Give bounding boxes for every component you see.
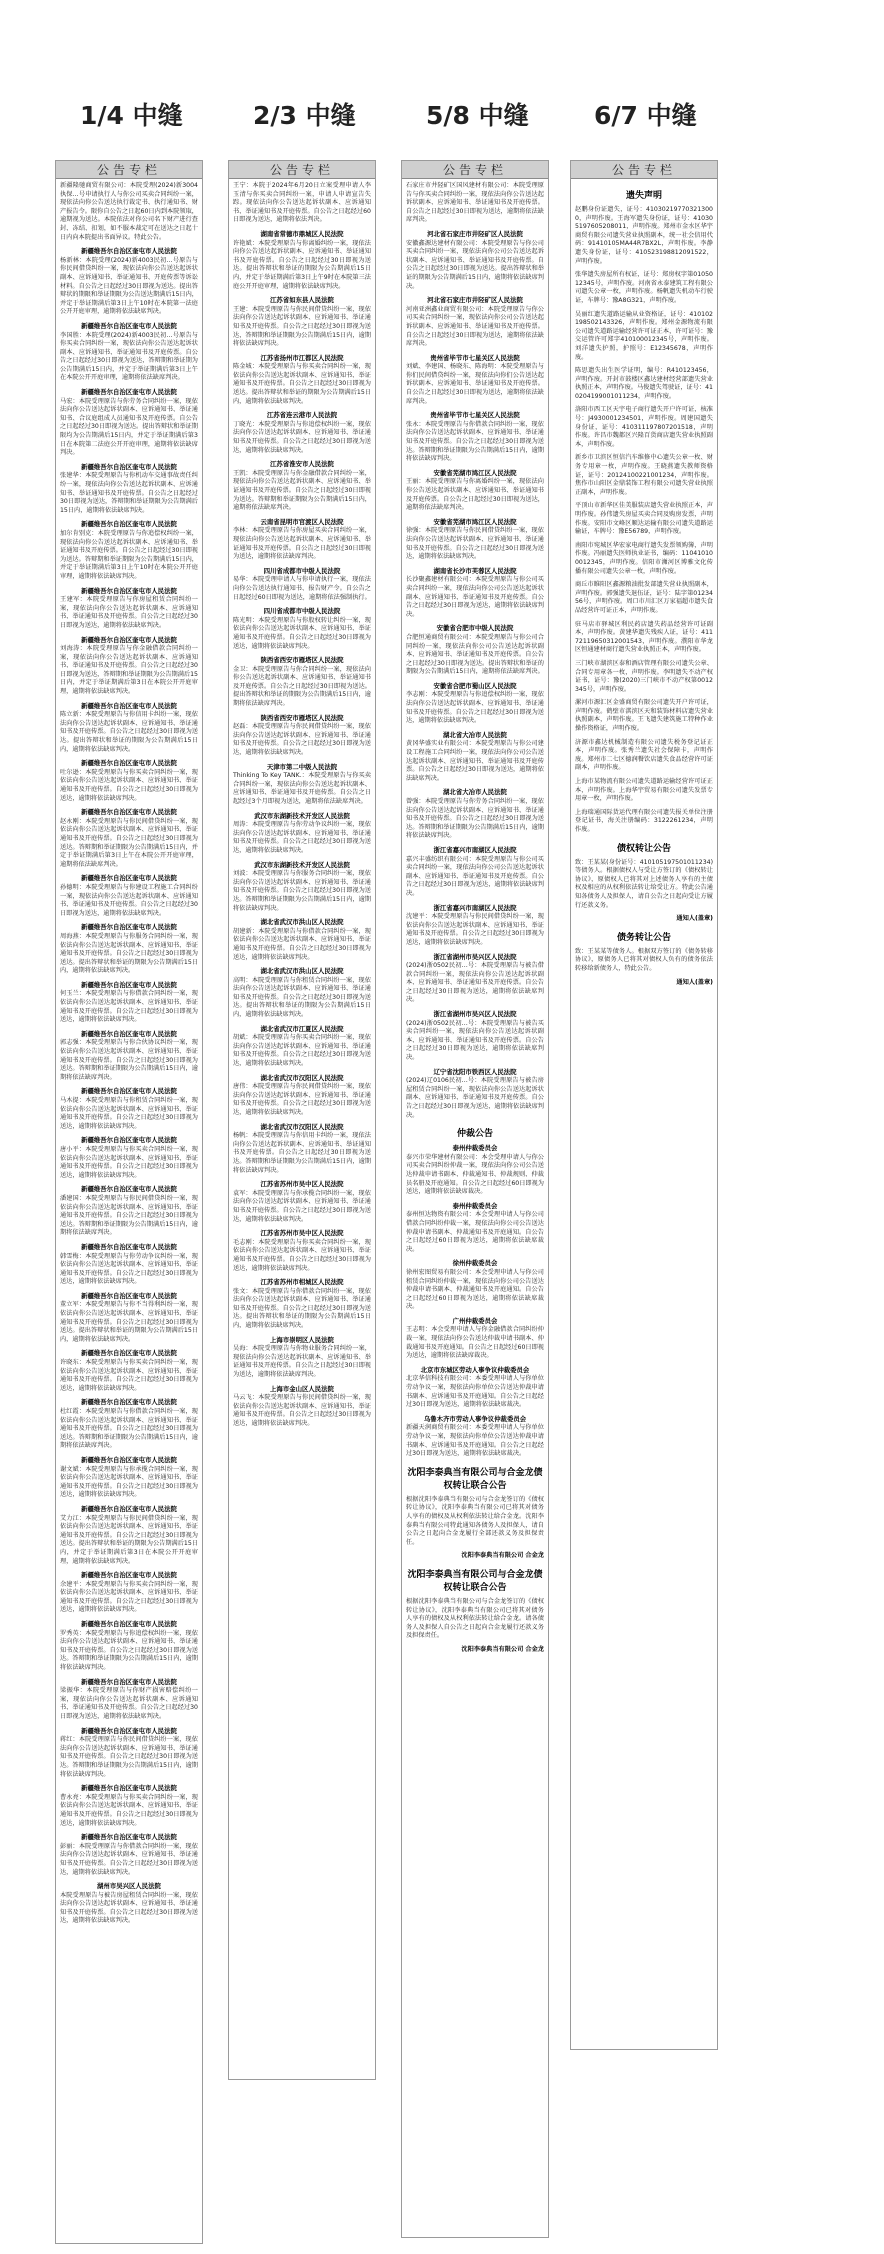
notice-item <box>406 1415 544 1459</box>
notice-text: 韩雪梅：本院受理原告与你劳动争议纠纷一案，现依法向你公告送达起诉状副本、应诉通知书、举证通知书及开庭传票。自公告之日起经过30日即视为送达，逾期将依法缺席判决。 <box>60 1252 198 1286</box>
notice-heading: 新疆维吾尔自治区奎屯市人民法院 <box>81 1291 177 1300</box>
notice-text: 张永：本院受理原告与你借款合同纠纷一案，现依法向你公告送达起诉状副本、应诉通知书、举证通知书及开庭传票。自公告之日起经过30日即视为送达。答辩期和举证期限为公告期满后15日内，逾期将依法缺席判决。 <box>406 420 544 463</box>
notice-heading: 安徽省合肥市蜀山区人民法院 <box>433 681 517 690</box>
notice-item <box>233 1278 371 1331</box>
notice-heading: 广州仲裁委员会 <box>452 1316 498 1325</box>
notice-item <box>60 1882 198 1926</box>
notice-text: 杨新林：本院受理(2024)新4003民初…号原告与你民间借贷纠纷一案，现依法向你公告送达起诉状副本、应诉通知书、举证通知书、开庭传票等诉讼材料。自公告之日起经过30日即视为送达。提出答辩状的期限和举证期限为公告送达期满后15日内，并定于举证期满后第3日上午10时在本院第一法庭公开开庭审理，逾期将依法缺席判决。 <box>60 256 198 316</box>
notice-item <box>406 567 544 620</box>
notice-item <box>60 923 198 976</box>
notice-heading: 新疆维吾尔自治区奎屯市人民法院 <box>81 808 177 817</box>
notice-text: 王凯：本院受理原告与你金融借款合同纠纷一案，现依法向你公告送达起诉状副本、应诉通知书、举证通知书及开庭传票。自公告之日起经过30日即视为送达。答辩期和举证期限为公告期满后15日内，逾期将依法缺席判决。 <box>233 469 371 512</box>
notice-text: 赵鹏身份证遗失，证号：410302197703213000，声明作废。王海军遗失身份证，证号：410305197605208011，声明作废。郑州市金水区华宇商贸有限公司遗失营业执照副本，统一社会信用代码：91410105MA44R7BX2L，声明作废。李静遗失身份证，证号：410523198812091522，声明作废。 <box>575 206 713 265</box>
notice-item <box>60 1349 198 1393</box>
notice-heading: 泰州仲裁委员会 <box>452 1144 498 1153</box>
notice-text: 王宁：本院于2024年6月20日立案受理申请人李玉清与你买卖合同纠纷一案，申请人申请宣告失踪。现依法向你公告送达起诉状副本、应诉通知书、举证通知书及开庭传票。自公告之日起经过60日即视为送达，逾期将依法判决。 <box>233 182 371 224</box>
notice-heading: 新疆维吾尔自治区奎屯市人民法院 <box>81 1398 177 1407</box>
notice-item <box>575 621 713 655</box>
notice-item <box>60 808 198 869</box>
notice-heading: 新疆维吾尔自治区奎屯市人民法院 <box>81 520 177 529</box>
notice-text: 黄冈华盛实业有限公司：本院受理原告与你公司建设工程施工合同纠纷一案，现依法向你公司公告送达起诉状副本、应诉通知书、举证通知书及开庭传票。自公告之日起经过30日即视为送达，逾期将依法缺席判决。 <box>406 740 544 782</box>
notice-text: 曾强：本院受理原告与你劳务合同纠纷一案，现依法向你公告送达起诉状副本、应诉通知书、举证通知书及开庭传票。自公告之日起经过30日即视为送达。答辩期和举证期限为公告期满后15日内，逾期将依法缺席判决。 <box>406 798 544 840</box>
notice-text: 加尔肯别克：本院受理原告与你追偿权纠纷一案，现依法向你公告送达起诉状副本、应诉通知书、举证通知书及开庭传票。自公告之日起经过30日即视为送达。答辩期和举证期限为公告期满后15日内，并定于举证期满后第3日上午10时在本院公开开庭审理，逾期将依法缺席判决。 <box>60 529 198 580</box>
notice-item <box>406 904 544 948</box>
notice-item <box>406 230 544 291</box>
notice-item <box>233 1336 371 1380</box>
notice-item <box>575 660 713 694</box>
notice-item <box>233 1180 371 1224</box>
notice-heading: 浙江省湖州市吴兴区人民法院 <box>433 1010 517 1019</box>
notice-item <box>60 1030 198 1083</box>
notice-text: 胡斌：本院受理原告与你买卖合同纠纷一案，现依法向你公告送达起诉状副本、应诉通知书、举证通知书及开庭传票。自公告之日起经过30日即视为送达，逾期将依法缺席判决。 <box>233 1034 371 1068</box>
notice-signature: 通知人(盖章) <box>676 978 713 986</box>
notice-heading: 徐州仲裁委员会 <box>452 1259 498 1268</box>
notice-item <box>406 182 544 225</box>
section-title: 遗失声明 <box>625 191 662 201</box>
notice-item <box>60 1087 198 1131</box>
notice-item <box>233 1229 371 1273</box>
notice-item <box>233 460 371 513</box>
notice-column-4 <box>570 160 718 2050</box>
notice-item <box>233 182 371 225</box>
section-title: 沈阳李泰典当有限公司与合金龙债权转让联合公告 <box>407 1569 543 1593</box>
notice-heading: 武汉市东湖新技术开发区人民法院 <box>254 860 350 869</box>
notice-item <box>406 411 544 464</box>
notice-item <box>233 861 371 914</box>
notice-text: 陈立新：本院受理原告与你信用卡纠纷一案，现依法向你公告送达起诉状副本、应诉通知书、举证通知书及开庭传票。自公告之日起经过30日即视为送达。提出答辩状和举证的期限为公告期满后15日内，逾期将依法缺席判决。 <box>60 711 198 753</box>
notice-item <box>575 502 713 536</box>
notice-item <box>60 636 198 697</box>
notice-heading: 新疆维吾尔自治区奎屯市人民法院 <box>81 388 177 397</box>
notice-text: 济源市鑫达机械制造有限公司遗失税务登记证正本，声明作废。张秀兰遗失社会保障卡，声明作废。郑州市二七区德润餐饮店遗失食品经营许可证副本，声明作废。 <box>575 738 713 772</box>
notice-item <box>575 311 713 363</box>
gutter-label-4: 6/7 中缝 <box>594 101 697 130</box>
notice-item <box>406 953 544 1006</box>
notice-text: 董立军：本院受理原告与你不当得利纠纷一案，现依法向你公告送达起诉状副本、应诉通知书、举证通知书及开庭传票。自公告之日起经过30日即视为送达。提出答辩状和举证的期限为公告期满后15日内，逾期将依法缺席判决。 <box>60 1301 198 1343</box>
notice-text: 许艳斌：本院受理原告与你离婚纠纷一案，现依法向你公告送达起诉状副本、应诉通知书、举证通知书及开庭传票。自公告之日起经过30日即视为送达。提出答辩状和举证的期限为公告期满后15日内，并定于举证期满后第3日上午9时在本院第三法庭公开开庭审理，逾期将依法缺席判决。 <box>233 239 371 290</box>
notice-heading: 新疆维吾尔自治区奎屯市人民法院 <box>81 1726 177 1735</box>
notice-text: 孙德明：本院受理原告与你建设工程施工合同纠纷一案，现依法向你公告送达起诉状副本、应诉通知书、举证通知书及开庭传票。自公告之日起经过30日即视为送达，逾期将依法缺席判决。 <box>60 883 198 917</box>
notice-item <box>60 1456 198 1500</box>
notice-heading: 湖北省武汉市洪山区人民法院 <box>260 967 344 976</box>
notice-text: 何玉兰：本院受理原告与你借款合同纠纷一案，现依法向你公告送达起诉状副本、应诉通知书、举证通知书及开庭传票。自公告之日起经过30日即视为送达，逾期将依法缺席判决。 <box>60 990 198 1024</box>
notice-text: 高明：本院受理原告与你租赁合同纠纷一案，现依法向你公告送达起诉状副本、应诉通知书、举证通知书及开庭传票。自公告之日起经过30日即视为送达。提出答辩状和举证的期限为公告期满后15日内，逾期将依法缺席判决。 <box>233 976 371 1019</box>
notice-heading: 上海市金山区人民法院 <box>270 1384 334 1393</box>
notice-heading: 新疆维吾尔自治区奎屯市人民法院 <box>81 980 177 989</box>
notice-text: (2024)辽0106民初…号：本院受理原告与被告房屋租赁合同纠纷一案，现依法向你公告送达起诉状副本、应诉通知书、举证通知书及开庭传票。自公告之日起经过30日即视为送达，逾期将依法缺席判决。 <box>406 1077 544 1119</box>
notice-text: 杜红霞：本院受理原告与你借款合同纠纷一案，现依法向你公告送达起诉状副本、应诉通知书、举证通知书及开庭传票。自公告之日起经过30日即视为送达。答辩期和举证期限为公告期满后15日内，逾期将依法缺席判决。 <box>60 1408 198 1450</box>
column-header: 公告专栏 <box>56 161 202 179</box>
notice-text: 三门峡市湖滨区泰和酒店管理有限公司遗失公章、合同专用章各一枚，声明作废。李明遗失不动产权证书，证号：豫(2020)三门峡市不动产权第0012345号，声明作废。 <box>575 659 713 693</box>
notice-item <box>60 1678 198 1722</box>
notice-heading: 贵州省毕节市七星关区人民法院 <box>430 353 520 362</box>
notice-heading: 北京市东城区劳动人事争议仲裁委员会 <box>420 1365 530 1374</box>
gutter-label-3: 5/8 中缝 <box>426 101 529 130</box>
notice-heading: 浙江省嘉兴市南湖区人民法院 <box>433 845 517 854</box>
notice-text: 石家庄市井陉矿区国风建材有限公司：本院受理原告与你买卖合同纠纷一案，现依法向你公告送达起诉状副本、应诉通知书、举证通知书及开庭传票。自公告之日起经过30日即视为送达，逾期将依法缺席判决。 <box>406 182 544 224</box>
notice-text: 河南亚洲鑫业商贸有限公司：本院受理原告与你公司买卖合同纠纷一案，现依法向你公司公告送达起诉状副本、应诉通知书、举证通知书及开庭传票。自公告之日起经过30日即视为送达，逾期将依法缺席判决。 <box>406 305 544 348</box>
notice-item <box>406 1259 544 1312</box>
gutter-label-1: 1/4 中缝 <box>80 101 183 130</box>
notice-text: 根据沈阳李泰典当有限公司与合金龙签订的《债权转让协议》，沈阳李泰典当有限公司已将其对债务人享有的债权及从权利依法转让给合金龙。沈阳李泰典当有限公司特此通知各债务人及担保人，请自公告之日起向合金龙履行全部还款义务及担保责任。 <box>406 1495 544 1546</box>
notice-text: 漯河市源汇区金盛商贸有限公司遗失开户许可证，声明作废。鹤壁市淇滨区天和装饰材料店遗失营业执照副本，声明作废。王飞遗失建筑施工特种作业操作资格证，声明作废。 <box>575 699 713 733</box>
notice-text: 致：王某某(身份证号：410105197501011234)等债务人。根据债权人与受让方签订的《债权转让协议》，原债权人已将其对上述债务人享有的主债权及相应的从权利依法转让给受让方。特此公告通知各债务人及担保人，请自公告之日起向受让方履行还款义务。 <box>575 858 713 909</box>
column-body <box>571 179 717 991</box>
notice-heading: 新疆维吾尔自治区奎屯市人民法院 <box>81 321 177 330</box>
notice-heading: 湖北省大冶市人民法院 <box>443 788 507 797</box>
notice-item <box>233 518 371 562</box>
gutter-label-2: 2/3 中缝 <box>253 101 356 130</box>
notice-heading: 江苏省如东县人民法院 <box>270 296 334 305</box>
notice-heading: 安徽省芜湖市鸠江区人民法院 <box>433 468 517 477</box>
notice-item <box>406 682 544 726</box>
notice-heading: 新疆维吾尔自治区奎屯市人民法院 <box>81 701 177 710</box>
notice-text: 洛阳市西工区天宇电子商行遗失开户许可证，核准号：J4930001234501，声明作废。周建国遗失身份证，证号：410311197807201518，声明作废。许昌市魏都区兴隆百货商店遗失营业执照副本，声明作废。 <box>575 406 713 448</box>
notice-heading: 新疆维吾尔自治区奎屯市人民法院 <box>81 462 177 471</box>
notice-item <box>406 1317 544 1361</box>
notice-item <box>60 322 198 383</box>
notice-item <box>406 788 544 841</box>
notice-text: 郭志强：本院受理原告与你合伙协议纠纷一案，现依法向你公告送达起诉状副本、应诉通知书、举证通知书及开庭传票。自公告之日起经过30日即视为送达。答辩期和举证期限为公告期满后15日内，逾期将依法缺席判决。 <box>60 1039 198 1081</box>
notice-item <box>406 731 544 784</box>
notice-heading: 新疆维吾尔自治区奎屯市人民法院 <box>81 1784 177 1793</box>
notice-item <box>60 1727 198 1780</box>
notice-item <box>575 778 713 804</box>
notice-item <box>60 1185 198 1238</box>
notice-heading: 新疆维吾尔自治区奎屯市人民法院 <box>81 1029 177 1038</box>
notice-item <box>233 354 371 407</box>
notice-text: 驻马店市驿城区利民药店遗失药品经营许可证副本，声明作废。黄建华遗失残疾人证，证号：41172119650312001543，声明作废。濮阳市华龙区恒通建材商行遗失营业执照正本，声明作废。 <box>575 620 713 654</box>
notice-item <box>60 1784 198 1828</box>
notice-heading: 安徽省合肥市中级人民法院 <box>436 624 514 633</box>
section-title: 仲裁公告 <box>456 1129 493 1140</box>
notice-item <box>233 763 371 807</box>
notice-text: 嘉兴丰盛纺织有限公司：本院受理原告与你公司买卖合同纠纷一案，现依法向你公司公告送达起诉状副本、应诉通知书、举证通知书及开庭传票。自公告之日起经过30日即视为送达，逾期将依法缺席判决。 <box>406 855 544 897</box>
notice-text: 吴海：本院受理原告与你物业服务合同纠纷一案，现依法向你公告送达起诉状副本、应诉通知书、举证通知书及开庭传票。自公告之日起经过30日即视为送达，逾期将依法缺席判决。 <box>233 1345 371 1379</box>
notice-item <box>60 247 198 317</box>
notice-text: 刘海涛：本院受理原告与你金融借款合同纠纷一案，现依法向你公告送达起诉状副本、应诉通知书、举证通知书及开庭传票。自公告之日起经过30日即视为送达，答辩期和举证期限为公告期满后15日内，并定于举证期满后第3日在本院公开开庭审理，逾期将依法缺席判决。 <box>60 645 198 696</box>
notice-heading: 四川省成都市中级人民法院 <box>263 607 341 616</box>
notice-item <box>60 759 198 803</box>
notice-item <box>60 702 198 755</box>
notice-item <box>233 230 371 291</box>
notice-item <box>233 411 371 455</box>
notice-heading: 湖北省武汉市汉阳区人民法院 <box>260 1073 344 1082</box>
notice-text: 彭丽：本院受理原告与你借款合同纠纷一案，现依法向你公告送达起诉状副本、应诉通知书、举证通知书及开庭传票。自公告之日起经过30日即视为送达，逾期将依法缺席判决。 <box>60 1842 198 1876</box>
notice-heading: 新疆维吾尔自治区奎屯市人民法院 <box>81 247 177 256</box>
notice-heading: 湖北省大冶市人民法院 <box>443 730 507 739</box>
notice-item <box>60 1292 198 1345</box>
notice-heading: 江苏省淮安市人民法院 <box>270 460 334 469</box>
notice-item <box>233 1123 371 1176</box>
notice-item <box>575 367 713 401</box>
notice-heading: 新疆维吾尔自治区奎屯市人民法院 <box>81 586 177 595</box>
notice-heading: 湖北省武汉市洪山区人民法院 <box>260 918 344 927</box>
notice-item <box>60 388 198 458</box>
notice-text: (2024)浙0502民初…号：本院受理原告与被告买卖合同纠纷一案，现依法向你公告送达起诉状副本、应诉通知书、举证通知书及开庭传票。自公告之日起经过30日即视为送达，逾期将依法缺席判决。 <box>406 1019 544 1062</box>
section-title: 债权转让公告 <box>616 843 671 854</box>
notice-text: 徐强：本院受理原告与你民间借贷纠纷一案，现依法向你公告送达起诉状副本、应诉通知书、举证通知书及开庭传票。自公告之日起经过30日即视为送达，逾期将依法缺席判决。 <box>406 527 544 561</box>
notice-text: 毛志刚：本院受理原告与你买卖合同纠纷一案，现依法向你公告送达起诉状副本、应诉通知书、举证通知书及开庭传票。自公告之日起经过30日即视为送达，逾期将依法缺席判决。 <box>233 1238 371 1272</box>
notice-item <box>406 1010 544 1063</box>
notice-heading: 上海市崇明区人民法院 <box>270 1335 334 1344</box>
notice-text: 唐伟：本院受理原告与你民间借贷纠纷一案，现依法向你公告送达起诉状副本、应诉通知书、举证通知书及开庭传票。自公告之日起经过30日即视为送达，逾期将依法缺席判决。 <box>233 1083 371 1116</box>
notice-text: 梁振华：本院受理原告与你财产损害赔偿纠纷一案，现依法向你公告送达起诉状副本、应诉通知书、举证通知书及开庭传票。自公告之日起经过30日即视为送达，逾期将依法缺席判决。 <box>60 1687 198 1720</box>
notice-item <box>575 739 713 773</box>
notice-text: 新疆天润商贸有限公司：本委受理申请人与你单位劳动争议一案，现依法向你单位公告送达仲裁申请书副本、应诉通知书及开庭通知。自公告之日起经过30日即视为送达，逾期将依法缺席裁决。 <box>406 1424 544 1458</box>
notice-text: 根据沈阳李泰典当有限公司与合金龙签订的《债权转让协议》，沈阳李泰典当有限公司已将其对债务人享有的债权及从权利依法转让给合金龙。请各债务人及担保人自公告之日起向合金龙履行还款义务及担保责任。 <box>406 1597 544 1640</box>
notice-text: 沈建平：本院受理原告与你民间借贷纠纷一案，现依法向你公告送达起诉状副本、应诉通知书、举证通知书及开庭传票。自公告之日起经过30日即视为送达，逾期将依法缺席判决。 <box>406 913 544 946</box>
notice-item <box>575 948 713 974</box>
column-body <box>56 179 202 1935</box>
notice-text: 赵永刚：本院受理原告与你民间借贷纠纷一案，现依法向你公告送达起诉状副本、应诉通知书、举证通知书及开庭传票。自公告之日起经过30日即视为送达。答辩期和举证期限为公告期满后15日内，并定于举证期满后第3日上午在本院公开开庭审理，逾期将依法缺席判决。 <box>60 817 198 868</box>
notice-item <box>406 1068 544 1121</box>
notice-heading: 新疆维吾尔自治区奎屯市人民法院 <box>81 1455 177 1464</box>
notice-item <box>406 1144 544 1197</box>
notice-heading: 新疆维吾尔自治区奎屯市人民法院 <box>81 1677 177 1686</box>
notice-text: 杨帆：本院受理原告与你信用卡纠纷一案，现依法向你公告送达起诉状副本、应诉通知书、举证通知书及开庭传票。自公告之日起经过30日即视为送达。答辩期和举证期限为公告期满后15日内，逾期将依法缺席判决。 <box>233 1132 371 1174</box>
notice-item <box>406 469 544 513</box>
notice-heading: 江苏省苏州市相城区人民法院 <box>260 1278 344 1287</box>
notice-text: 李国胜：本院受理(2024)新4003民初…号原告与你买卖合同纠纷一案，现依法向你公告送达起诉状副本、应诉通知书、举证通知书及开庭传票。自公告之日起经过30日即视为送达，答辩期和举证期为公告期满后15日内，并定于举证期满后第3日上午在本院公开开庭审理，逾期将依法缺席判决。 <box>60 331 198 382</box>
notice-text: 许晓东：本院受理原告与你买卖合同纠纷一案，现依法向你公告送达起诉状副本、应诉通知书、举证通知书及开庭传票。自公告之日起经过30日即视为送达，逾期将依法缺席判决。 <box>60 1359 198 1392</box>
notice-heading: 江苏省扬州市江都区人民法院 <box>260 353 344 362</box>
notice-heading: 新疆维吾尔自治区奎屯市人民法院 <box>81 759 177 768</box>
notice-heading: 江苏省连云港市人民法院 <box>266 411 338 420</box>
notice-text: 马木提：本院受理原告与你租赁合同纠纷一案，现依法向你公告送达起诉状副本、应诉通知书、举证通知书及开庭传票。自公告之日起经过30日即视为送达，逾期将依法缺席判决。 <box>60 1097 198 1130</box>
notice-item <box>233 967 371 1020</box>
notice-text: 吴丽红遗失道路运输从业资格证，证号：410102198502143326，声明作废。郑州金源物流有限公司遗失道路运输经营许可证正本，许可证号：豫交运管许可郑字410100012345号，声明作废。刘洋遗失护照，护照号：E12345678，声明作废。 <box>575 310 713 361</box>
notice-item <box>406 1598 544 1641</box>
notice-text: 南阳市宛城区华宏家电商行遗失发票领购簿，声明作废。冯丽遗失医师执业证书，编码：110410100012345，声明作废。信阳市浉河区博雅文化传播有限公司遗失公章一枚，声明作废。 <box>575 541 713 575</box>
notice-text: 吐尔逊：本院受理原告与你买卖合同纠纷一案，现依法向你公告送达起诉状副本、应诉通知书、举证通知书及开庭传票。自公告之日起经过30日即视为送达，逾期将依法缺席判决。 <box>60 768 198 802</box>
notice-text: 金卫：本院受理原告与你合同纠纷一案，现依法向你公告送达起诉状副本、应诉通知书、举证通知书及开庭传票。自公告之日起经过30日即视为送达。提出答辩状和举证的期限为公告期满后15日内，逾期将依法缺席判决。 <box>233 665 371 708</box>
notice-heading: 新疆维吾尔自治区奎屯市人民法院 <box>81 1571 177 1580</box>
notice-heading: 天津市第二中级人民法院 <box>266 762 338 771</box>
notice-text: 长沙聚鑫建材有限公司：本院受理原告与你公司买卖合同纠纷一案，现依法向你公司公告送达起诉状副本、应诉通知书、举证通知书及开庭传票。自公告之日起经过30日即视为送达，逾期将依法缺席判决。 <box>406 576 544 618</box>
notice-text: 袁军：本院受理原告与你承揽合同纠纷一案，现依法向你公告送达起诉状副本、应诉通知书、举证通知书及开庭传票。自公告之日起经过30日即视为送达，逾期将依法缺席判决。 <box>233 1189 371 1223</box>
notice-text: 马云飞：本院受理原告与你民间借贷纠纷一案，现依法向你公告送达起诉状副本、应诉通知书、举证通知书及开庭传票。自公告之日起经过30日即视为送达，逾期将依法缺席判决。 <box>233 1394 371 1427</box>
notice-text: 张文：本院受理原告与你借款合同纠纷一案，现依法向你公告送达起诉状副本、应诉通知书、举证通知书及开庭传票。自公告之日起经过30日即视为送达。提出答辩状和举证的期限为公告期满后15日内，逾期将依法缺席判决。 <box>233 1287 371 1330</box>
notice-text: 易华：本院受理申请人与你申请执行一案，现依法向你公告送达执行通知书、报告财产令。自公告之日起经过60日即视为送达，逾期将依法强制执行。 <box>233 576 371 601</box>
notice-item <box>406 624 544 677</box>
column-body <box>229 179 375 1438</box>
notice-heading: 新疆维吾尔自治区奎屯市人民法院 <box>81 1620 177 1629</box>
notice-text: 马宏：本院受理原告与你劳务合同纠纷一案，现依法向你公告送达起诉状副本、应诉通知书、举证通知书、合议庭组成人员通知书及开庭传票。自公告之日起经过30日即视为送达。提出答辩状和举证期限均为公告期满后15日内，并定于举证期满后第3日在本院第二法庭公开开庭审理，逾期将依法缺席判决。 <box>60 397 198 457</box>
notice-item <box>60 1571 198 1615</box>
notice-text: 余建平：本院受理原告与你买卖合同纠纷一案，现依法向你公告送达起诉状副本、应诉通知书、举证通知书及开庭传票。自公告之日起经过30日即视为送达，逾期将依法缺席判决。 <box>60 1580 198 1614</box>
notice-item <box>233 812 371 856</box>
notice-heading: 江苏省苏州市吴中区人民法院 <box>260 1229 344 1238</box>
notice-heading: 湖南省长沙市芙蓉区人民法院 <box>433 566 517 575</box>
notice-item <box>60 1136 198 1180</box>
column-body <box>402 179 548 1659</box>
notice-text: 本院受理原告与被告房屋租赁合同纠纷一案，现依法向你公告送达起诉状副本、应诉通知书、举证通知书及开庭传票。自公告之日起经过30日即视为送达，逾期将依法缺席判决。 <box>60 1891 198 1925</box>
notice-heading: 湖南省常德市鼎城区人民法院 <box>260 229 344 238</box>
notice-item <box>60 981 198 1025</box>
notice-heading: 四川省成都市中级人民法院 <box>263 566 341 575</box>
notice-item <box>60 520 198 581</box>
notice-item <box>575 406 713 449</box>
notice-heading: 湖北省武汉市江夏区人民法院 <box>260 1024 344 1033</box>
notice-item <box>60 1833 198 1877</box>
notice-text: 赵磊：本院受理原告与你民间借贷纠纷一案，现依法向你公告送达起诉状副本、应诉通知书、举证通知书及开庭传票。自公告之日起经过30日即视为送达，逾期将依法缺席判决。 <box>233 723 371 757</box>
notice-item <box>233 567 371 602</box>
notice-text: 丁晓光：本院受理原告与你追偿权纠纷一案，现依法向你公告送达起诉状副本、应诉通知书、举证通知书及开庭传票。自公告之日起经过30日即视为送达，逾期将依法缺席判决。 <box>233 420 371 454</box>
notice-text: 上海瑞通国际货运代理有限公司遗失报关单位注册登记证书，海关注册编码：3122261234，声明作废。 <box>575 808 713 833</box>
notice-text: 上海市某物流有限公司遗失道路运输经营许可证正本，声明作废。上海华宇贸易有限公司遗失发票专用章一枚，声明作废。 <box>575 778 713 803</box>
notice-heading: 新疆维吾尔自治区奎屯市人民法院 <box>81 1833 177 1842</box>
notice-heading: 江苏省苏州市吴中区人民法院 <box>260 1180 344 1189</box>
notice-heading: 新疆维吾尔自治区奎屯市人民法院 <box>81 635 177 644</box>
notice-heading: 湖北省武汉市汉阳区人民法院 <box>260 1122 344 1131</box>
notice-signature: 沈阳李泰典当有限公司 合金龙 <box>461 1552 544 1560</box>
notice-text: 罗秀英：本院受理原告与你追偿权纠纷一案，现依法向你公告送达起诉状副本、应诉通知书、举证通知书及开庭传票。自公告之日起经过30日即视为送达。答辩期和举证期限为公告期满后15日内，逾期将依法缺席判决。 <box>60 1629 198 1672</box>
notice-text: 致：王某某等债务人。根据双方签订的《债务转移协议》，原债务人已将其对债权人负有的债务依法转移给新债务人，特此公告。 <box>575 947 713 972</box>
notice-heading: 新疆维吾尔自治区奎屯市人民法院 <box>81 1349 177 1358</box>
notice-item <box>575 809 713 835</box>
notice-item <box>233 607 371 651</box>
notice-item <box>406 518 544 562</box>
notice-heading: 河北省石家庄市井陉矿区人民法院 <box>427 296 523 305</box>
notice-item <box>233 1074 371 1118</box>
notice-item <box>233 918 371 962</box>
notice-heading: 浙江省嘉兴市南湖区人民法院 <box>433 903 517 912</box>
notice-item <box>406 1366 544 1410</box>
notice-text: 胡建新：本院受理原告与你借款合同纠纷一案，现依法向你公告送达起诉状副本、应诉通知书、举证通知书及开庭传票。自公告之日起经过30日即视为送达，逾期将依法缺席判决。 <box>233 927 371 961</box>
notice-text: 刘斌、李建国、杨晓东、陈海明：本院受理原告与你们民间借贷纠纷一案，现依法向你们公告送达起诉状副本、应诉通知书、举证通知书及开庭传票。自公告之日起经过30日即视为送达，逾期将依法缺席判决。 <box>406 363 544 405</box>
notice-text: (2024)浙0502民初…号：本院受理原告与被告借款合同纠纷一案，现依法向你公告送达起诉状副本、应诉通知书、举证通知书及开庭传票。自公告之日起经过30日即视为送达，逾期将依法缺席判决。 <box>406 962 544 1004</box>
notice-column-3 <box>401 160 549 2238</box>
notice-heading: 新疆维吾尔自治区奎屯市人民法院 <box>81 1136 177 1145</box>
notice-text: 潘建国：本院受理原告与你民间借贷纠纷一案，现依法向你公告送达起诉状副本、应诉通知书、举证通知书及开庭传票。自公告之日起经过30日即视为送达。答辩期和举证期限为公告期满后15日内，逾期将依法缺席判决。 <box>60 1194 198 1237</box>
notice-heading: 浙江省湖州市吴兴区人民法院 <box>433 952 517 961</box>
notice-heading: 河北省石家庄市井陉矿区人民法院 <box>427 229 523 238</box>
notice-text: 陈光明：本院受理原告与你股权转让纠纷一案，现依法向你公告送达起诉状副本、应诉通知书、举证通知书及开庭传票。自公告之日起经过30日即视为送达，逾期将依法缺席判决。 <box>233 616 371 650</box>
notice-text: 张华遗失房屋所有权证，证号：郑房权字第0105012345号，声明作废。河南省永泰建筑工程有限公司遗失公章一枚，声明作废。杨帆遗失机动车行驶证，车牌号：豫A8G321，声明作废。 <box>575 271 713 304</box>
notice-heading: 武汉市东湖新技术开发区人民法院 <box>254 811 350 820</box>
notice-heading: 新疆维吾尔自治区奎屯市人民法院 <box>81 923 177 932</box>
notice-item <box>60 463 198 516</box>
notice-text: 蒋红：本院受理原告与你民间借贷纠纷一案，现依法向你公告送达起诉状副本、应诉通知书、举证通知书及开庭传票。自公告之日起经过30日即视为送达。答辩期和举证期限为公告期满后15日内，逾期将依法缺席判决。 <box>60 1736 198 1778</box>
notice-heading: 陕西省西安市雁塔区人民法院 <box>260 713 344 722</box>
notice-item <box>575 454 713 497</box>
notice-heading: 乌鲁木齐市劳动人事争议仲裁委员会 <box>423 1414 527 1423</box>
notice-text: 新乡市卫滨区恒信汽车维修中心遗失公章一枚、财务专用章一枚，声明作废。王晓燕遗失教师资格证，证号：20124100221001234，声明作废。焦作市山阳区金鼎装饰工程有限公司遗失营业执照正副本，声明作废。 <box>575 454 713 496</box>
notice-text: 平顶山市新华区佳美服装店遗失营业执照正本，声明作废。孙伟遗失房屋买卖合同及购房发票，声明作废。安阳市文峰区顺达运输有限公司遗失道路运输证，车牌号：豫E56789，声明作废。 <box>575 502 713 536</box>
notice-item <box>575 581 713 615</box>
notice-heading: 云南省昆明市官渡区人民法院 <box>260 517 344 526</box>
notice-text: 张建华：本院受理原告与你机动车交通事故责任纠纷一案，现依法向你公告送达起诉状副本、应诉通知书、举证通知书及开庭传票。自公告之日起经过30日即视为送达，答辩期和举证期限为公告期满后15日内，逾期将依法缺席判决。 <box>60 472 198 514</box>
notice-item <box>60 874 198 918</box>
notice-heading: 泰州仲裁委员会 <box>452 1201 498 1210</box>
notice-text: 徐州宏图贸易有限公司：本会受理申请人与你公司租赁合同纠纷仲裁一案，现依法向你公司公告送达仲裁申请书副本、仲裁通知书及开庭通知。自公告之日起经过60日即视为送达，逾期将依法缺席裁决。 <box>406 1268 544 1311</box>
notice-item <box>233 1025 371 1069</box>
notice-item <box>60 1398 198 1451</box>
notice-heading: 新疆维吾尔自治区奎屯市人民法院 <box>81 1504 177 1513</box>
notice-column-2 <box>228 160 376 2080</box>
column-header: 公告专栏 <box>229 161 375 179</box>
notice-text: 安徽鑫源达建材有限公司：本院受理原告与你公司买卖合同纠纷一案，现依法向你公司公告送达起诉状副本、应诉通知书、举证通知书及开庭传票。自公告之日起经过30日即视为送达。提出答辩状和举证的期限为公告期满后15日内，逾期将依法缺席判决。 <box>406 239 544 290</box>
notice-text: 李志刚：本院受理原告与你追偿权纠纷一案，现依法向你公告送达起诉状副本、应诉通知书、举证通知书及开庭传票。自公告之日起经过30日即视为送达，逾期将依法缺席判决。 <box>406 691 544 725</box>
notice-item <box>575 206 713 266</box>
notice-text: 周涛：本院受理原告与你劳动争议纠纷一案，现依法向你公告送达起诉状副本、应诉通知书、举证通知书及开庭传票。自公告之日起经过30日即视为送达，逾期将依法缺席判决。 <box>233 821 371 854</box>
column-header: 公告专栏 <box>571 161 717 179</box>
notice-text: 商丘市睢阳区鑫源粮油批发部遗失营业执照副本，声明作废。郭强遗失退伍证，证号：陆字第0123456号，声明作废。周口市川汇区万家福超市遗失食品经营许可证正本，声明作废。 <box>575 581 713 614</box>
notice-item <box>406 1202 544 1255</box>
notice-text: 曹永亮：本院受理原告与你买卖合同纠纷一案，现依法向你公告送达起诉状副本、应诉通知书、举证通知书及开庭传票。自公告之日起经过30日即视为送达，逾期将依法缺席判决。 <box>60 1793 198 1827</box>
notice-text: 合肥恒通商贸有限公司：本院受理原告与你公司合同纠纷一案，现依法向你公司公告送达起诉状副本、应诉通知书、举证通知书及开庭传票。自公告之日起经过30日即视为送达。提出答辩状和举证的期限为公告期满后15日内，逾期将依法缺席判决。 <box>406 633 544 676</box>
notice-text: 泰兴市荣华建材有限公司：本会受理申请人与你公司买卖合同纠纷仲裁一案，现依法向你公司公告送达仲裁申请书副本、仲裁通知书、仲裁规则、仲裁员名册及开庭通知。自公告之日起经过60日即视为送达，逾期将依法缺席裁决。 <box>406 1153 544 1196</box>
notice-heading: 陕西省西安市雁塔区人民法院 <box>260 656 344 665</box>
notice-item <box>575 271 713 305</box>
notice-text: 艾力江：本院受理原告与你民间借贷纠纷一案，现依法向你公告送达起诉状副本、应诉通知书、举证通知书及开庭传票。自公告之日起经过30日即视为送达。提出答辩状和举证的期限为公告期满后15日内，并定于举证期满后第3日在本院公开开庭审理，逾期将依法缺席判决。 <box>60 1514 198 1565</box>
notice-text: 刘波：本院受理原告与你服务合同纠纷一案，现依法向你公告送达起诉状副本、应诉通知书、举证通知书及开庭传票。自公告之日起经过30日即视为送达。答辩期和举证期限为公告期满后15日内，逾期将依法缺席判决。 <box>233 870 371 912</box>
notice-text: 泰州恒达物资有限公司：本会受理申请人与你公司借款合同纠纷仲裁一案，现依法向你公司公告送达仲裁申请书副本、仲裁通知书及开庭通知。自公告之日起经过60日即视为送达，逾期将依法缺席裁决。 <box>406 1211 544 1253</box>
notice-text: 陈思遗失出生医学证明，编号：R410123456，声明作废。开封市鼓楼区鑫达建材经营部遗失营业执照正本，声明作废。马俊遗失驾驶证，证号：410204199001011234，声明作废。 <box>575 367 713 400</box>
notice-heading: 新疆维吾尔自治区奎屯市人民法院 <box>81 1242 177 1251</box>
notice-heading: 新疆维吾尔自治区奎屯市人民法院 <box>81 874 177 883</box>
notice-text: 陈金城：本院受理原告与你买卖合同纠纷一案，现依法向你公告送达起诉状副本、应诉通知书、举证通知书及开庭传票。自公告之日起经过30日即视为送达。提出答辩状和举证的期限为公告期满后15日内，逾期将依法缺席判决。 <box>233 363 371 405</box>
notice-text: 王志明：本会受理申请人与你金融借款合同纠纷仲裁一案，现依法向你公告送达仲裁申请书副本、仲裁通知书及开庭通知。自公告之日起经过60日即视为送达，逾期将依法缺席裁决。 <box>406 1326 544 1360</box>
notice-heading: 辽宁省沈阳市铁西区人民法院 <box>433 1067 517 1076</box>
notice-item <box>406 1496 544 1548</box>
notice-item <box>575 859 713 911</box>
notice-heading: 新疆维吾尔自治区奎屯市人民法院 <box>81 1185 177 1194</box>
notice-heading: 贵州省毕节市七星关区人民法院 <box>430 411 520 420</box>
column-header: 公告专栏 <box>402 161 548 179</box>
section-title: 债务转让公告 <box>616 932 671 943</box>
notice-column-1 <box>55 160 203 2244</box>
notice-heading: 湖州市吴兴区人民法院 <box>97 1882 161 1891</box>
notice-text: 李林：本院受理原告与你房屋买卖合同纠纷一案，现依法向你公告送达起诉状副本、应诉通知书、举证通知书及开庭传票。自公告之日起经过30日即视为送达，逾期将依法缺席判决。 <box>233 527 371 561</box>
notice-text: 谢文斌：本院受理原告与你承揽合同纠纷一案，现依法向你公告送达起诉状副本、应诉通知书、举证通知书及开庭传票。自公告之日起经过30日即视为送达，逾期将依法缺席判决。 <box>60 1465 198 1499</box>
notice-text: 王丽：本院受理原告与你离婚纠纷一案，现依法向你公告送达起诉状副本、应诉通知书、举证通知书及开庭传票。自公告之日起经过30日即视为送达，逾期将依法缺席判决。 <box>406 478 544 512</box>
notice-heading: 安徽省芜湖市鸠江区人民法院 <box>433 517 517 526</box>
notice-text: 王建：本院受理原告与你民间借贷纠纷一案，现依法向你公告送达起诉状副本、应诉通知书、举证通知书及开庭传票。自公告之日起经过30日即视为送达，答辩期和举证期限为公告期满后15日内，逾期将依法缺席判决。 <box>233 305 371 348</box>
notice-text: 周海燕：本院受理原告与你服务合同纠纷一案，现依法向你公告送达起诉状副本、应诉通知书、举证通知书及开庭传票。自公告之日起经过30日即视为送达。提出答辩状和举证的期限为公告期满后15日内，逾期将依法缺席判决。 <box>60 932 198 975</box>
notice-item <box>60 587 198 631</box>
notice-signature: 沈阳李泰典当有限公司 合金龙 <box>461 1645 544 1653</box>
notice-text: Thinking To Key TANK.：本院受理原告与你买卖合同纠纷一案，现依法向你公告送达起诉状副本、应诉通知书、举证通知书及开庭传票。自公告之日起经过3个月即视为送达，逾期将依法缺席判决。 <box>233 772 371 805</box>
notice-heading: 新疆维吾尔自治区奎屯市人民法院 <box>81 1087 177 1096</box>
notice-item <box>406 296 544 349</box>
notice-text: 北京华信科技有限公司：本委受理申请人与你单位劳动争议一案，现依法向你单位公告送达仲裁申请书副本、应诉通知书及开庭通知。自公告之日起经过30日即视为送达，逾期将依法缺席裁决。 <box>406 1375 544 1409</box>
notice-signature: 通知人(盖章) <box>676 915 713 923</box>
notice-item <box>575 699 713 733</box>
notice-item <box>60 1243 198 1287</box>
notice-item <box>60 182 198 242</box>
notice-text: 王建军：本院受理原告与你房屋租赁合同纠纷一案，现依法向你公告送达起诉状副本、应诉通知书、举证通知书及开庭传票。自公告之日起经过30日即视为送达，逾期将依法缺席判决。 <box>60 596 198 629</box>
notice-text: 新疆隆驰商贸有限公司：本院受理(2024)新3004执保…号申请执行人与你公司买卖合同纠纷一案，现依法向你公告送达执行裁定书、执行通知书、财产报告令。限你自公告之日起60日内到本院领取，逾期视为送达。本院依法对你公司名下财产进行查封、冻结、扣划，如不服本裁定可在送达之日起十日内向本院提出书面异议。特此公告。 <box>60 182 198 241</box>
section-title: 沈阳李泰典当有限公司与合金龙债权转让联合公告 <box>407 1467 543 1491</box>
notice-item <box>233 296 371 349</box>
notice-item <box>233 714 371 758</box>
notice-item <box>406 846 544 899</box>
notice-item <box>233 1385 371 1429</box>
notice-item <box>233 656 371 709</box>
notice-item <box>406 354 544 407</box>
notice-item <box>575 542 713 576</box>
notice-text: 唐小平：本院受理原告与你买卖合同纠纷一案，现依法向你公告送达起诉状副本、应诉通知书、举证通知书及开庭传票。自公告之日起经过30日即视为送达，逾期将依法缺席判决。 <box>60 1145 198 1179</box>
notice-item <box>60 1505 198 1566</box>
notice-item <box>60 1620 198 1673</box>
